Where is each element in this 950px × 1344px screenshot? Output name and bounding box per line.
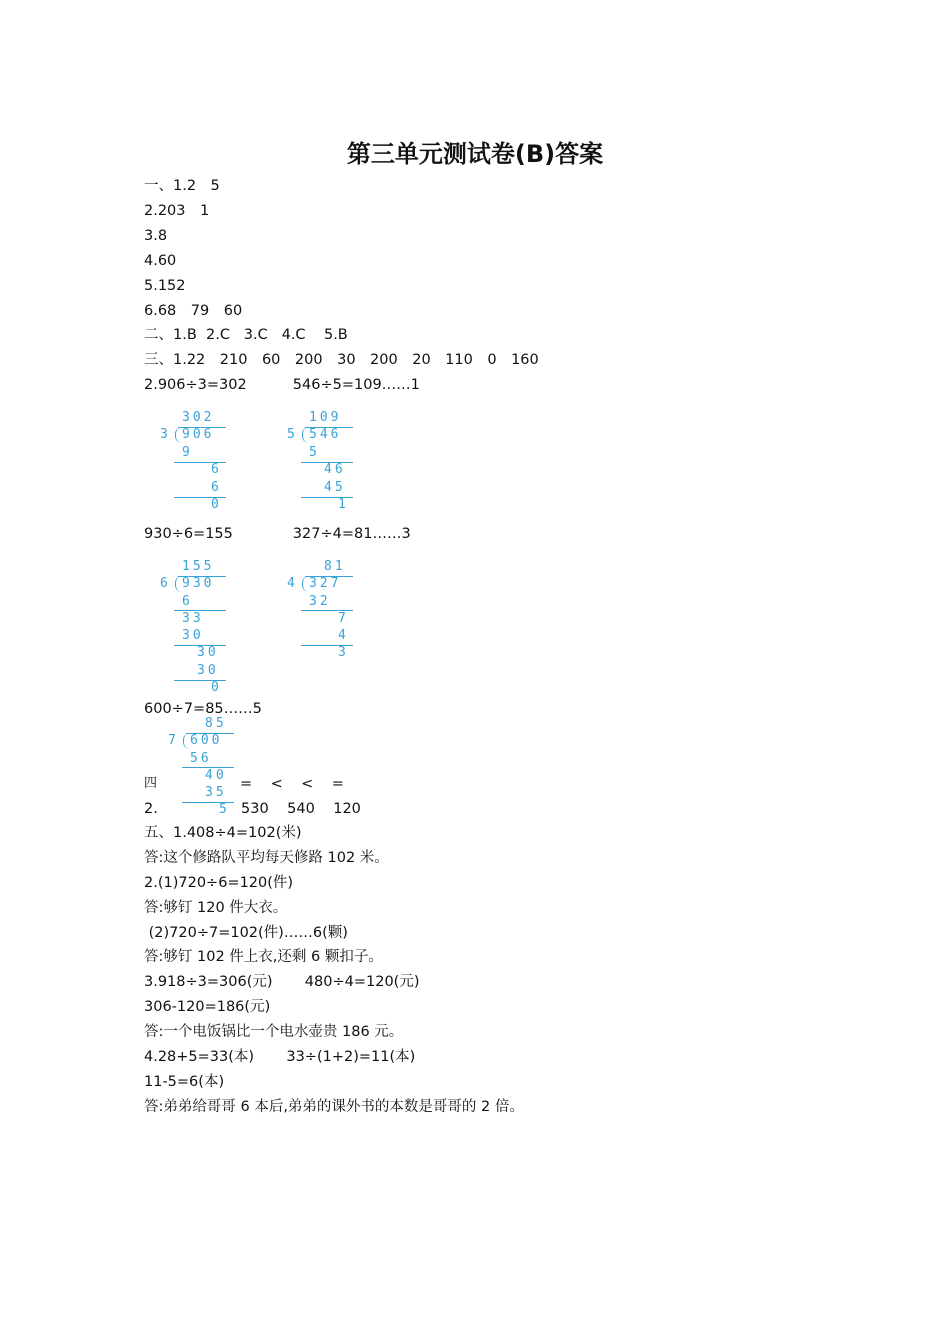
answer-line-8: 三、1.22 210 60 200 30 200 20 110 0 160 (144, 352, 539, 368)
answer-line-1: 一、1.2 5 (144, 178, 220, 194)
answer-line-16: 答:这个修路队平均每天修路 102 米。 (144, 850, 389, 866)
step: 6 (211, 462, 222, 477)
answer-line-4: 4.60 (144, 253, 177, 269)
step: 32 (309, 594, 331, 609)
answer-line-7: 二、1.B 2.C 3.C 4.C 5.B (144, 327, 348, 343)
answer-line-22: 306-120=186(元) (144, 999, 271, 1015)
divisor: 6 (160, 576, 171, 591)
step: 0 (211, 680, 222, 695)
step: 6 (211, 480, 222, 495)
dividend: 327 (309, 576, 342, 591)
step: 35 (205, 785, 227, 800)
step: 6 (182, 594, 193, 609)
answer-line-5: 5.152 (144, 278, 186, 294)
answer-line-18: 答:够钉 120 件大衣。 (144, 900, 288, 916)
quotient: 155 (182, 559, 215, 574)
step: 9 (182, 445, 193, 460)
answer-line-2-label: 2. (144, 801, 158, 817)
answer-line-19: (2)720÷7=102(件)……6(颗) (144, 925, 348, 941)
answer-line-24: 4.28+5=33(本) 33÷(1+2)=11(本) (144, 1049, 416, 1065)
answer-line-17: 2.(1)720÷6=120(件) (144, 875, 294, 891)
answer-line-10: 930÷6=155 327÷4=81……3 (144, 526, 411, 542)
dividend: 906 (182, 427, 215, 442)
comparison-answers: = < < = (240, 776, 344, 792)
divisor: 4 (287, 576, 298, 591)
answer-line-15: 五、1.408÷4=102(米) (144, 825, 302, 841)
page-title: 第三单元测试卷(B)答案 (346, 140, 604, 168)
quotient: 81 (324, 559, 346, 574)
step: 45 (324, 480, 346, 495)
step: 5 (219, 802, 230, 817)
divisor: 3 (160, 427, 171, 442)
dividend: 600 (190, 733, 223, 748)
step: 0 (211, 497, 222, 512)
answer-line-2-values: 530 540 120 (241, 801, 361, 817)
dividend: 930 (182, 576, 215, 591)
answer-line-21: 3.918÷3=306(元) 480÷4=120(元) (144, 974, 420, 990)
step: 40 (205, 768, 227, 783)
answer-line-11: 600÷7=85……5 (144, 701, 262, 717)
step: 1 (338, 497, 349, 512)
step: 33 (182, 611, 204, 626)
answer-line-20: 答:够钉 102 件上衣,还剩 6 颗扣子。 (144, 949, 383, 965)
answer-line-23: 答:一个电饭锅比一个电水壶贵 186 元。 (144, 1024, 404, 1040)
step: 4 (338, 628, 349, 643)
step: 30 (197, 663, 219, 678)
step: 46 (324, 462, 346, 477)
quotient: 109 (309, 410, 342, 425)
step: 56 (190, 751, 212, 766)
step: 30 (182, 628, 204, 643)
answer-line-9: 2.906÷3=302 546÷5=109……1 (144, 377, 420, 393)
answer-line-6: 6.68 79 60 (144, 303, 243, 319)
answer-line-2: 2.203 1 (144, 203, 210, 219)
section-four-label: 四 (144, 776, 158, 791)
answer-line-3: 3.8 (144, 228, 168, 244)
step: 30 (197, 645, 219, 660)
step: 7 (338, 611, 349, 626)
divisor: 7 (168, 733, 179, 748)
answer-line-26: 答:弟弟给哥哥 6 本后,弟弟的课外书的本数是哥哥的 2 倍。 (144, 1099, 524, 1115)
divisor: 5 (287, 427, 298, 442)
step: 5 (309, 445, 320, 460)
step: 3 (338, 645, 349, 660)
quotient: 85 (205, 716, 227, 731)
quotient: 302 (182, 410, 215, 425)
dividend: 546 (309, 427, 342, 442)
answer-line-25: 11-5=6(本) (144, 1074, 225, 1090)
